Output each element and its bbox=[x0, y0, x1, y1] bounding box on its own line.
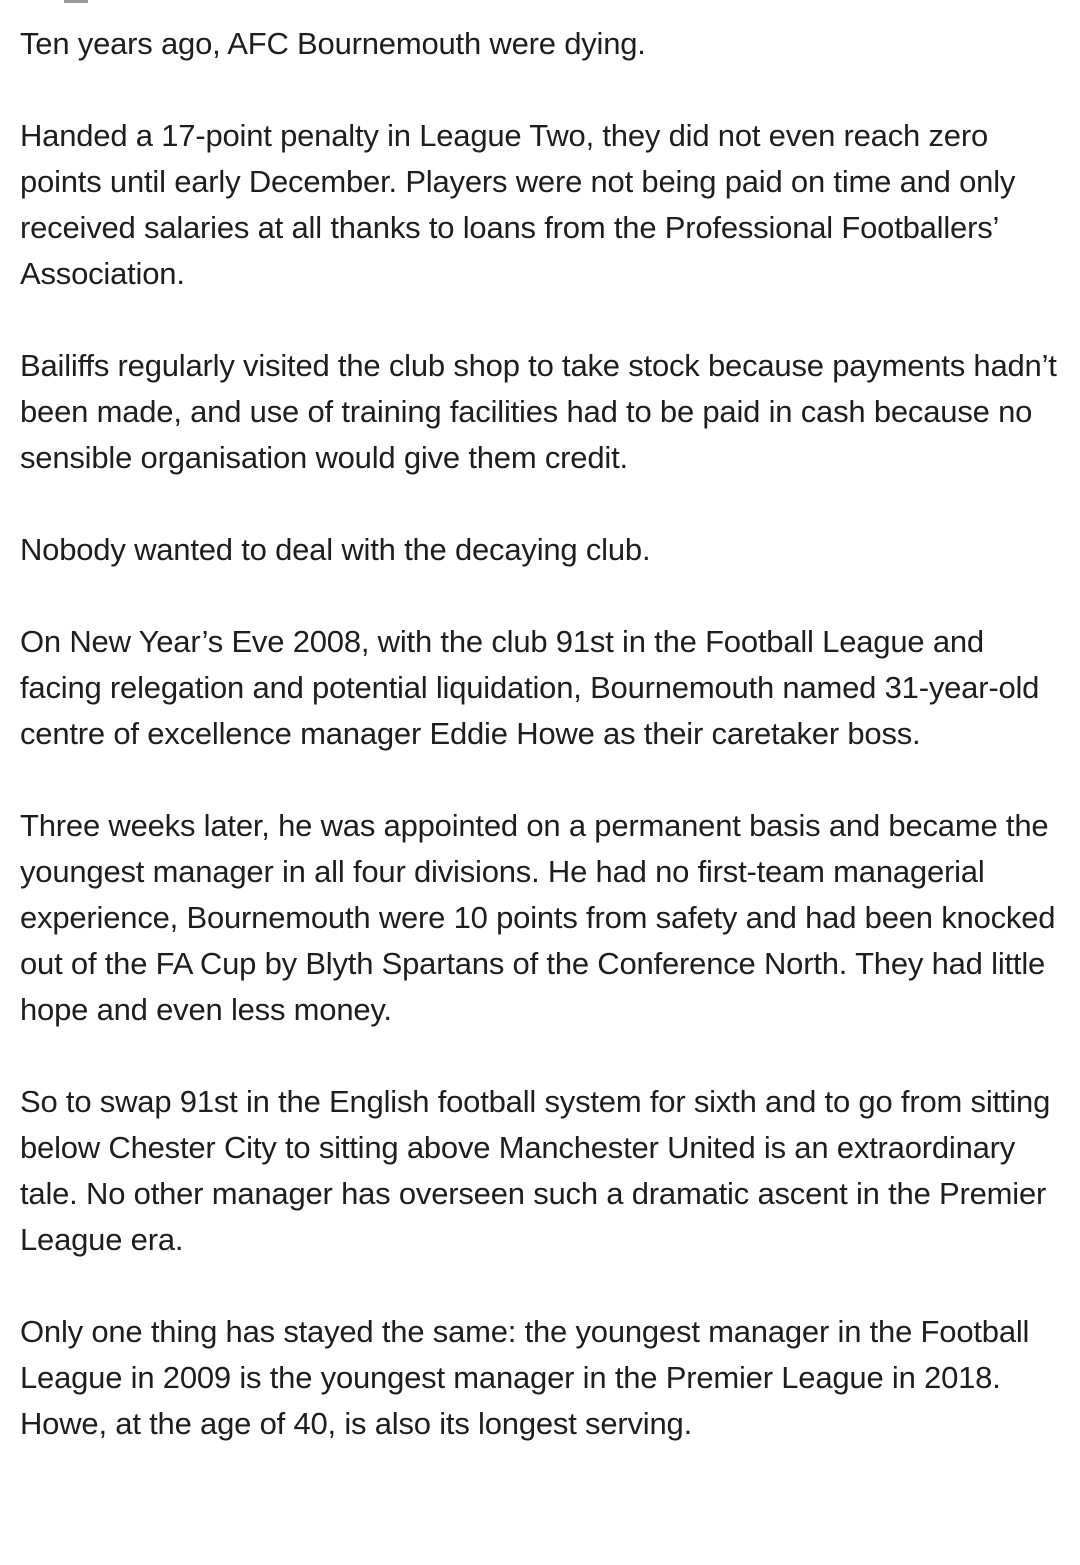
paragraph-3: Bailiffs regularly visited the club shop to take stock because payments hadn’t been made, and use of training facilities had to be paid in cash because no sensible organisation would give them credit. bbox=[20, 348, 1057, 475]
paragraph-6: Three weeks later, he was appointed on a permanent basis and became the youngest manager in all four divisions. He had no first-team managerial experience, Bournemouth were 10 points from safety and had been knocked out of the FA Cup by Blyth Spartans of the Conference North. They had little hope and even less money. bbox=[20, 808, 1056, 1027]
paragraph-7: So to swap 91st in the English football system for sixth and to go from sitting below Chester City to sitting above Manchester United is an extraordinary tale. No other manager has overseen such a dramatic ascent in the Premier League era. bbox=[20, 1084, 1051, 1257]
article-body bbox=[20, 21, 1070, 1447]
paragraph-1: Ten years ago, AFC Bournemouth were dying. bbox=[20, 26, 646, 61]
paragraph-2: Handed a 17-point penalty in League Two, they did not even reach zero points until early December. Players were not being paid on time and only received salaries at all thanks to loans from the Professional Footballers’ Association. bbox=[20, 118, 1016, 291]
paragraph-4: Nobody wanted to deal with the decaying club. bbox=[20, 532, 651, 567]
cropped-top-mark bbox=[64, 0, 88, 3]
paragraph-8: Only one thing has stayed the same: the youngest manager in the Football League in 2009 is the youngest manager in the Premier League in 2018. Howe, at the age of 40, is also its longest serving. bbox=[20, 1314, 1030, 1441]
paragraph-5: On New Year’s Eve 2008, with the club 91st in the Football League and facing relegation and potential liquidation, Bournemouth named 31-year-old centre of excellence manager Eddie Howe as their caretaker boss. bbox=[20, 624, 1040, 751]
